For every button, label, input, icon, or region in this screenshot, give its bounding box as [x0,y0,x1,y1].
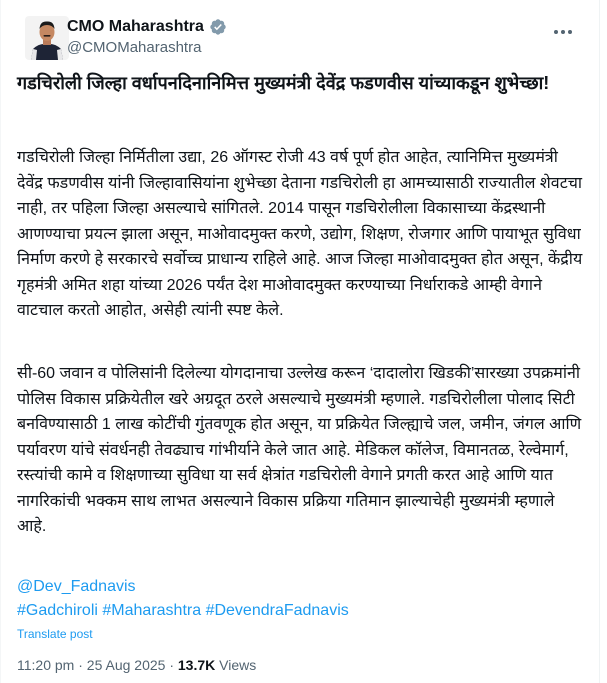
views-count: 13.7K [177,657,216,673]
meta-separator: · [165,657,178,673]
hashtag-link-devendrafadnavis[interactable]: #DevendraFadnavis [205,602,349,619]
avatar-photo-icon [25,16,69,60]
hashtag-link-maharashtra[interactable]: #Maharashtra [102,602,202,619]
author-block [67,16,227,56]
hashtag-link-gadchiroli[interactable]: #Gadchiroli [17,602,98,619]
avatar[interactable] [25,16,69,60]
post-paragraph-1: गडचिरोली जिल्हा निर्मितीला उद्या, 26 ऑगस्ट रोजी 43 वर्ष पूर्ण होत आहेत, त्यानिमित्त मुख्यमंत्री देवेंद्र फडणवीस यांनी जिल्हावासियांना शुभेच्छा देताना गडचिरोली हा आमच्यासाठी राज्यातील शेवटचा नाही, तर पहिला जिल्हा असल्याचे सांगितले. 2014 पासून गडचिरोलीला विकासाच्या केंद्रस्थानी आणण्याचा प्रयत्न झाला असून, माओवादमुक्त करणे, उद्योग, शिक्षण, रोजगार आणि पायाभूत सुविधा निर्माण करणे हे सरकारचे सर्वोच्च प्राधान्य राहिले आहे. आज जिल्हा माओवादमुक्त होत असून, केंद्रीय गृहमंत्री अमित शहा यांच्या 2026 पर्यंत देश माओवादमुक्त करण्याच्या निर्धाराकडे आम्ही वेगाने वाटचाल करतो आहोत, असेही त्यांनी स्पष्ट केले. [17,149,583,319]
more-horizontal-icon-dot [568,30,572,34]
verified-badge-icon [209,18,227,36]
post-links [17,575,349,623]
more-horizontal-icon-dot [561,30,565,34]
post-paragraph-2: सी-60 जवान व पोलिसांनी दिलेल्या योगदानाचा उल्लेख करून ‘दादालोरा खिडकी’सारख्या उपक्रमांनी पोलिस विकास प्रक्रियेतील खरे अग्रदूत ठरले असल्याचे मुख्यमंत्री म्हणाले. गडचिरोलीला पोलाद सिटी बनविण्यासाठी 1 लाख कोटींची गुंतवणूक होत असून, या प्रक्रियेत जिल्ह्याचे जल, जमीन, जंगल आणि पर्यावरण यांचे संवर्धनही तेवढ्याच गांभीर्याने केले जात आहे. मेडिकल कॉलेज, विमानतळ, रेल्वेमार्ग, रस्त्यांची कामे व शिक्षणाच्या सुविधा या सर्व क्षेत्रांत गडचिरोली वेगाने प्रगती करत आहे आणि यात नागरिकांची भक्कम साथ लाभत असल्याने विकास प्रक्रिया गतिमान झाल्याचेही मुख्यमंत्री म्हणाले आहे. [17,365,582,535]
author-display-name[interactable]: CMO Maharashtra [67,18,204,35]
post-timestamp-date[interactable]: 25 Aug 2025 [86,657,166,673]
mention-link[interactable]: @Dev_Fadnavis [17,578,136,595]
translate-post-button[interactable]: Translate post [17,627,93,641]
author-handle[interactable]: @CMOMaharashtra [67,39,202,56]
more-horizontal-icon-dot [554,30,558,34]
post-timestamp-time[interactable]: 11:20 pm [17,657,75,673]
more-options-button[interactable] [551,26,575,38]
post-meta [17,657,256,673]
meta-separator: · [74,657,87,673]
post-header [17,12,583,62]
post-title: गडचिरोली जिल्हा वर्धापनदिनानिमित्त मुख्यमंत्री देवेंद्र फडणवीस यांच्याकडून शुभेच्छा! [17,73,550,93]
views-label: Views [219,657,257,673]
